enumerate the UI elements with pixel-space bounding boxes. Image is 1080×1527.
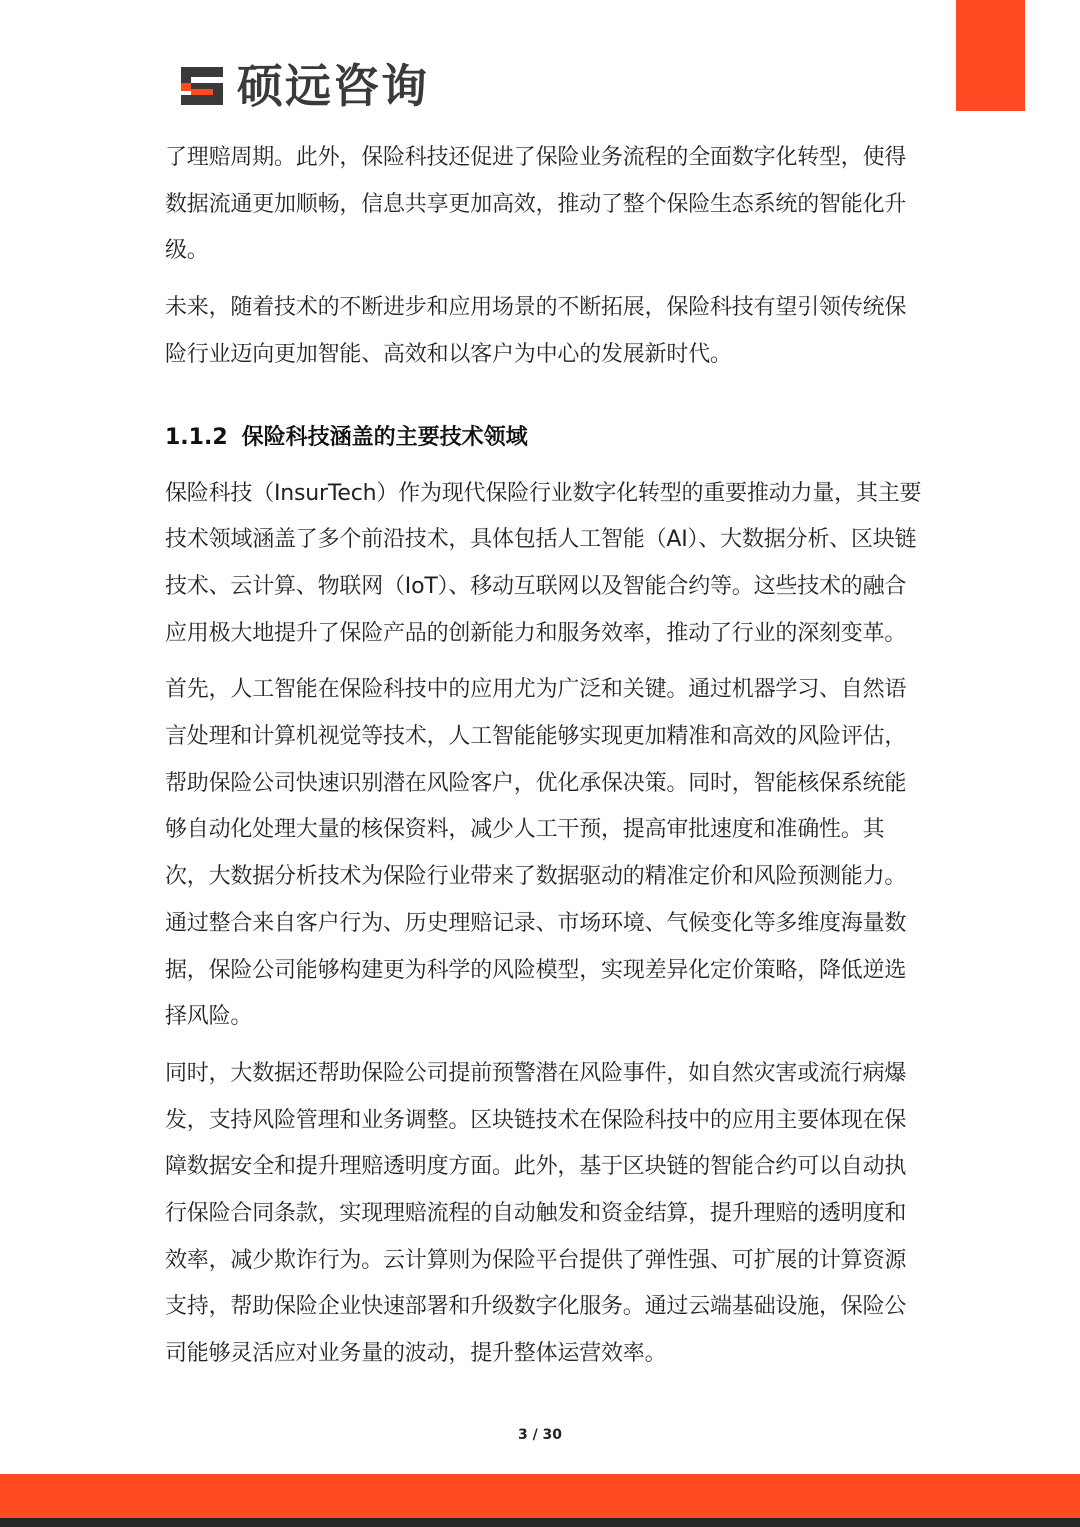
corner-accent-block <box>956 0 1025 111</box>
paragraph: 保险科技（InsurTech）作为现代保险行业数字化转型的重要推动力量，其主要技术领域涵盖了多个前沿技术，具体包括人工智能（AI）、大数据分析、区块链技术、云计算、物联网（IoT）、移动互联网以及智能合约等。这些技术的融合应用极大地提升了保险产品的创新能力和服务效率，推动了行业的深刻变革。 <box>165 480 922 646</box>
paragraph: 同时，大数据还帮助保险公司提前预警潜在风险事件，如自然灾害或流行病爆发，支持风险管理和业务调整。区块链技术在保险科技中的应用主要体现在保障数据安全和提升理赔透明度方面。此外，基于区块链的智能合约可以自动执行保险合同条款，实现理赔流程的自动触发和资金结算，提升理赔的透明度和效率，减少欺诈行为。云计算则为保险平台提供了弹性强、可扩展的计算资源支持，帮助保险企业快速部署和升级数字化服务。通过云端基础设施，保险公司能够灵活应对业务量的波动，提升整体运营效率。 <box>165 1060 907 1367</box>
footer-accent-bar <box>0 1474 1080 1518</box>
paragraph: 了理赔周期。此外，保险科技还促进了保险业务流程的全面数字化转型，使得数据流通更加顺畅，信息共享更加高效，推动了整个保险生态系统的智能化升级。 <box>165 145 907 264</box>
section-number: 1.1.2 <box>165 424 228 450</box>
page-content <box>165 135 925 1388</box>
paragraph: 未来，随着技术的不断进步和应用场景的不断拓展，保险科技有望引领传统保险行业迈向更加智能、高效和以客户为中心的发展新时代。 <box>165 295 907 367</box>
page-number: 3 / 30 <box>517 1427 563 1443</box>
section-heading <box>165 415 925 461</box>
paragraph: 首先，人工智能在保险科技中的应用尤为广泛和关键。通过机器学习、自然语言处理和计算机视觉等技术，人工智能能够实现更加精准和高效的风险评估，帮助保险公司快速识别潜在风险客户，优化承保决策。同时，智能核保系统能够自动化处理大量的核保资料，减少人工干预，提高审批速度和准确性。其次，大数据分析技术为保险行业带来了数据驱动的精准定价和风险预测能力。通过整合来自客户行为、历史理赔记录、市场环境、气候变化等多维度海量数据，保险公司能够构建更为科学的风险模型，实现差异化定价策略，降低逆选择风险。 <box>165 677 907 1030</box>
company-logo <box>177 58 429 114</box>
s-block-icon <box>177 61 227 111</box>
logo-text: 硕远咨询 <box>237 59 429 113</box>
section-title: 保险科技涵盖的主要技术领域 <box>241 424 528 450</box>
footer-dark-strip <box>0 1518 1080 1527</box>
